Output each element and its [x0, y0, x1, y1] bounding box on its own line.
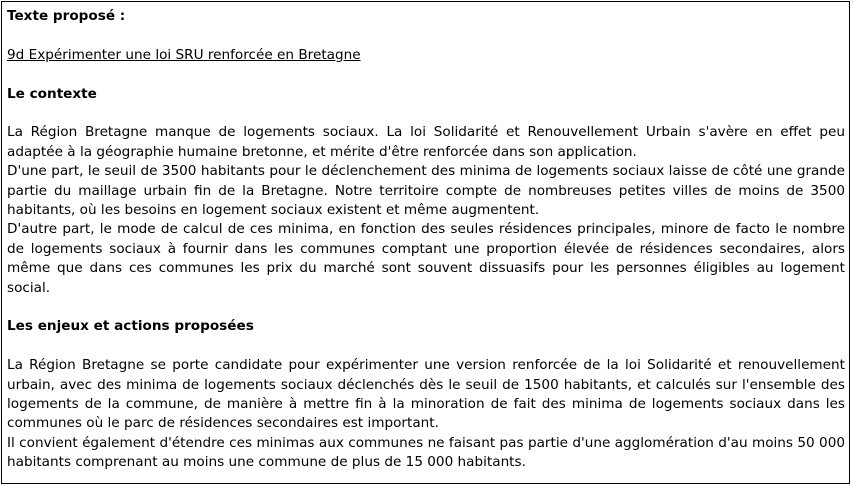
spacer — [7, 298, 845, 317]
actions-paragraph-2: Il convient également d'étendre ces minimas aux communes ne faisant pas partie d'une agglomération d'au moins 50 000 habitants comprenant au moins une commune de plus de 15 000 habitants. — [7, 434, 845, 471]
spacer — [7, 104, 845, 123]
header-label: Texte proposé : — [7, 8, 126, 24]
document-body — [2, 2, 849, 473]
spacer — [7, 337, 845, 356]
spacer — [7, 65, 845, 84]
context-paragraph-2: D'une part, le seuil de 3500 habitants pour le déclenchement des minima de logements sociaux laisse de côté une grande partie du maillage urbain fin de la Bretagne. Notre territoire compte de nombreuses petites villes de moins de 3500 habitants, où les besoins en logement sociaux existent et même augmentent. — [7, 163, 845, 219]
actions-heading: Les enjeux et actions proposées — [7, 318, 254, 335]
spacer — [7, 26, 845, 45]
context-paragraph-1: La Région Bretagne manque de logements sociaux. La loi Solidarité et Renouvellement Urbain s'avère en effet peu adaptée à la géographie humaine bretonne, et mérite d'être renforcée dans son application. — [7, 124, 845, 160]
context-paragraph-3: D'autre part, le mode de calcul de ces minima, en fonction des seules résidences principales, minore de facto le nombre de logements sociaux à fournir dans les communes comptant une proportion élevée de résidences secondaires, alors même que dans ces communes les prix du marché sont souvent dissuasifs pour les personnes éligibles au logement social. — [7, 221, 845, 296]
actions-paragraph-1: La Région Bretagne se porte candidate pour expérimenter une version renforcée de la loi Solidarité et renouvellement urbain, avec des minima de logements sociaux déclenchés dès le seuil de 1500 habitants, et calculés sur l'ensemble des logements de la commune, de manière à mettre fin à la minoration de fait des minima de logements sociaux dans les communes où le parc de résidences secondaires est important. — [7, 357, 845, 432]
document-frame — [1, 1, 850, 484]
proposal-title: 9d Expérimenter une loi SRU renforcée en Bretagne — [7, 46, 361, 63]
context-heading: Le contexte — [7, 85, 97, 102]
